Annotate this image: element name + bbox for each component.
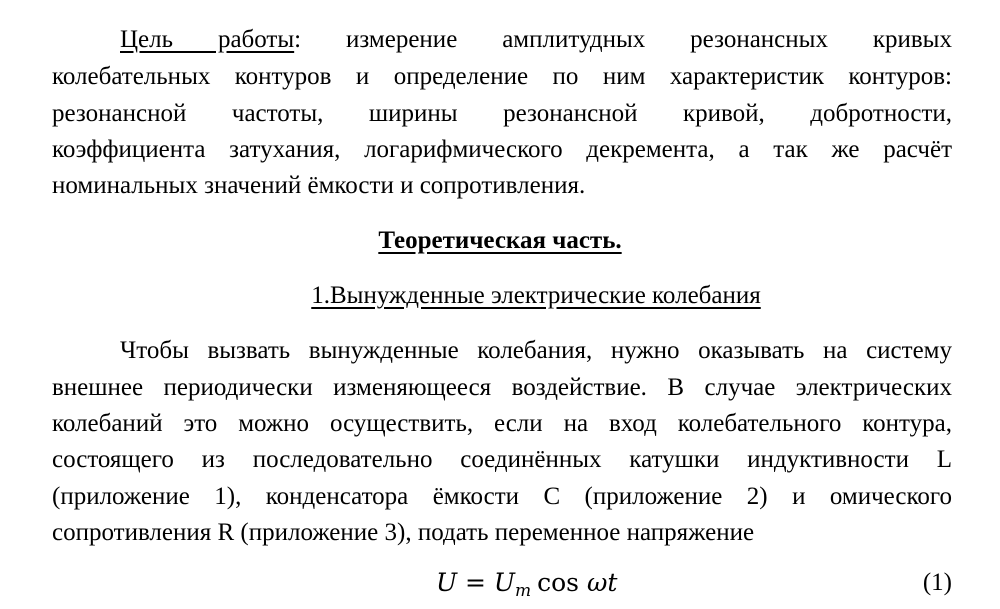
subsection-title-text: 1.Вынужденные электрические колебания <box>311 282 761 309</box>
purpose-line-1 <box>120 22 952 58</box>
paragraph-line-4: состоящего из последовательно соединённых катушки индуктивности L <box>52 446 952 473</box>
equation-lhs: U <box>436 568 458 597</box>
equation-equals: = <box>457 568 494 597</box>
paragraph-line-6: сопротивления R (приложение 3), подать переменное напряжение <box>52 519 755 546</box>
paragraph-line-5: (приложение 1), конденсатора ёмкости C (приложение 2) и омического <box>52 483 952 510</box>
section-title-text: Теоретическая часть. <box>378 227 622 254</box>
equation <box>436 565 617 601</box>
paragraph-line-3: колебаний это можно осуществить, если на вход колебательного контура, <box>52 410 952 437</box>
paragraph-line-2: внешнее периодически изменяющееся воздействие. В случае электрических <box>52 374 952 401</box>
purpose-line-3: резонансной частоты, ширины резонансной кривой, добротности, <box>52 100 952 127</box>
section-title <box>0 223 1000 259</box>
purpose-line-2: колебательных контуров и определение по ним характеристик контуров: <box>52 63 952 90</box>
equation-argument: ωt <box>579 568 618 597</box>
equation-amplitude-subscript: m <box>515 581 532 601</box>
paragraph-line-1: Чтобы вызвать вынужденные колебания, нужно оказывать на систему <box>120 337 952 364</box>
equation-amplitude: U <box>493 568 515 597</box>
purpose-label: Цель работы <box>120 26 295 53</box>
purpose-line-1-text: : измерение амплитудных резонансных кривых <box>294 26 952 53</box>
equation-cos: cos <box>537 568 580 597</box>
subsection-title <box>0 278 1000 314</box>
purpose-line-5: номинальных значений ёмкости и сопротивления. <box>52 172 586 199</box>
purpose-line-4: коэффициента затухания, логарифмического декремента, а так же расчёт <box>52 136 952 163</box>
equation-number: (1) <box>922 569 952 596</box>
